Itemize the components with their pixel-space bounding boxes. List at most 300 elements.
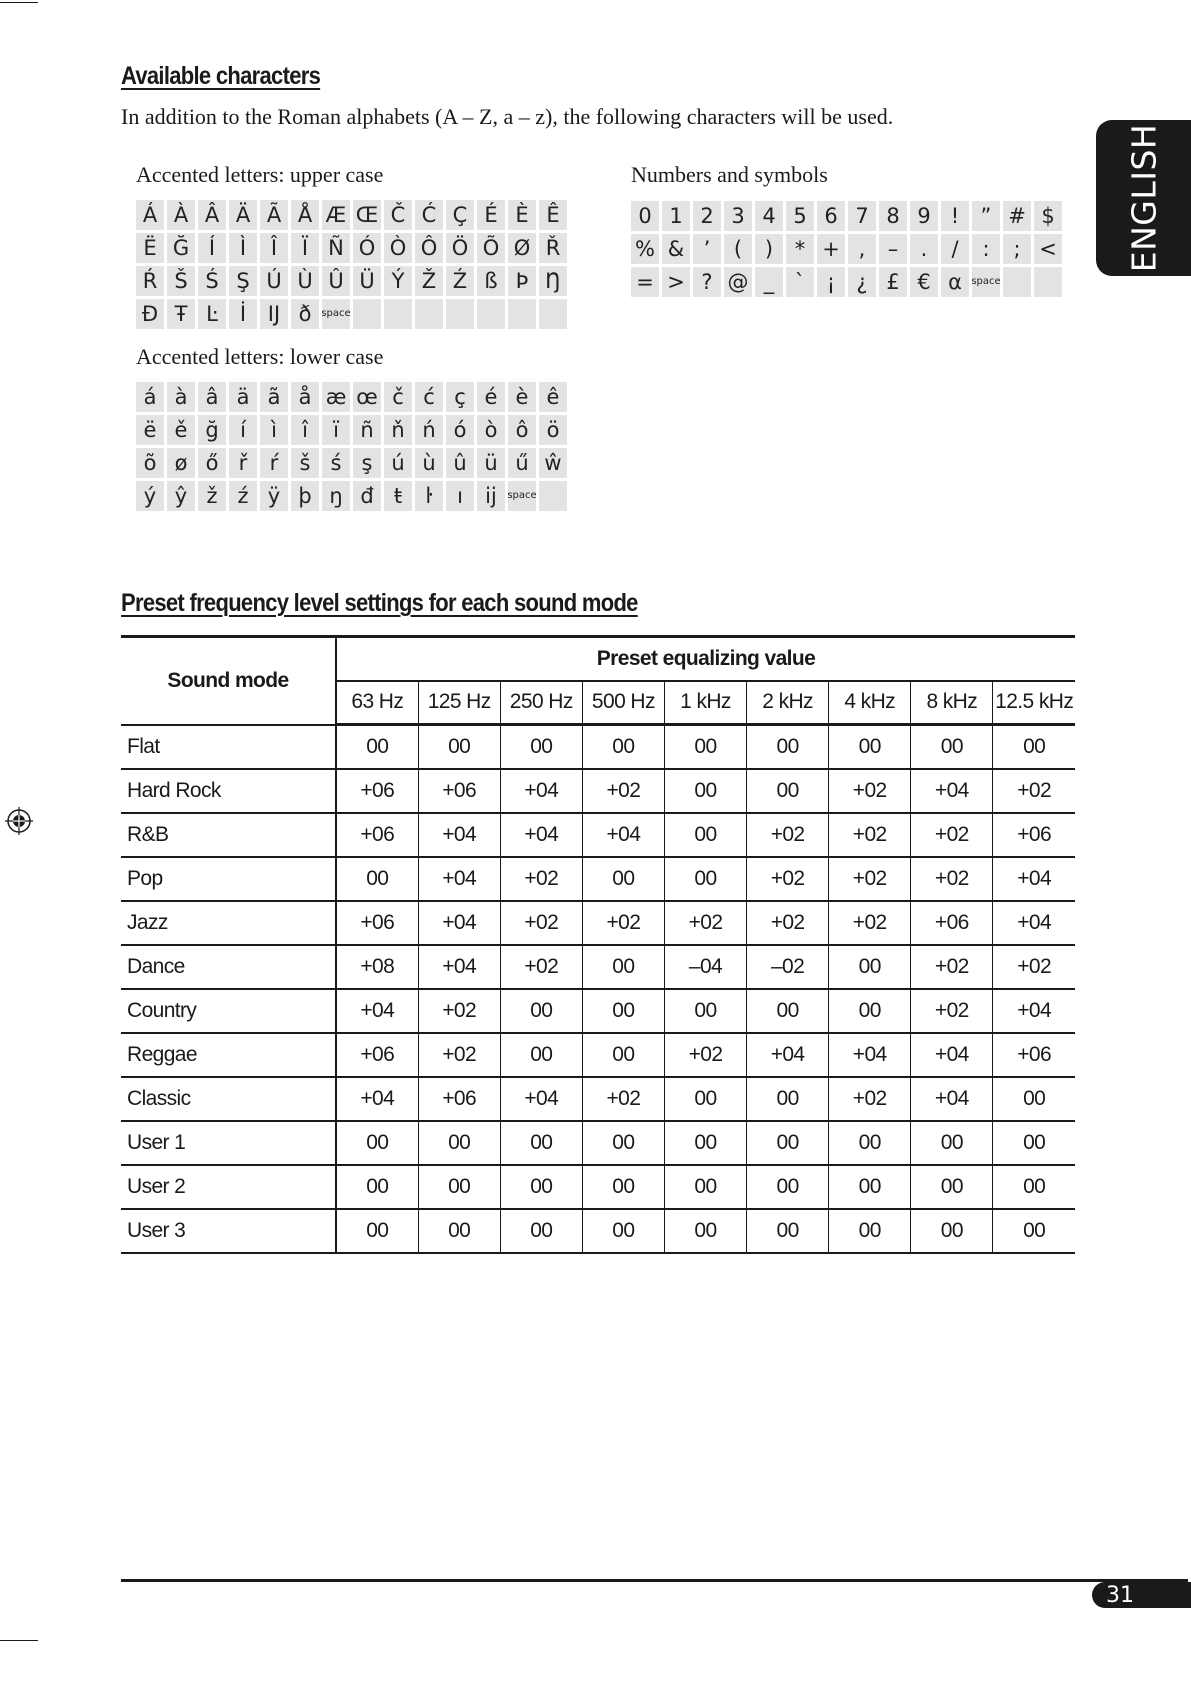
eq-value: +08 bbox=[336, 945, 418, 989]
eq-value: +02 bbox=[500, 901, 582, 945]
eq-value: –02 bbox=[747, 945, 829, 989]
upper-char-cell: Í bbox=[198, 233, 226, 263]
eq-value: 00 bbox=[582, 857, 664, 901]
sound-mode-name: R&B bbox=[121, 813, 336, 857]
table-row bbox=[121, 1209, 1075, 1253]
upper-char-cell: Û bbox=[322, 266, 350, 296]
upper-char-cell: Æ bbox=[322, 200, 350, 230]
lower-char-cell: ź bbox=[229, 481, 257, 511]
upper-char-cell: Ñ bbox=[322, 233, 350, 263]
eq-value: 00 bbox=[747, 1165, 829, 1209]
lower-char-cell bbox=[539, 481, 567, 511]
symbol-char-cell: @ bbox=[724, 267, 752, 297]
upper-char-cell: Đ bbox=[136, 299, 164, 329]
upper-char-cell: Ý bbox=[384, 266, 412, 296]
symbol-char-cell: : bbox=[972, 234, 1000, 264]
upper-char-cell: Ś bbox=[198, 266, 226, 296]
upper-char-cell: İ bbox=[229, 299, 257, 329]
lower-char-cell: õ bbox=[136, 448, 164, 478]
upper-char-cell: ß bbox=[477, 266, 505, 296]
symbol-char-cell: & bbox=[662, 234, 690, 264]
upper-char-cell: À bbox=[167, 200, 195, 230]
upper-char-cell: Ú bbox=[260, 266, 288, 296]
table-row bbox=[121, 1165, 1075, 1209]
sound-mode-name: Pop bbox=[121, 857, 336, 901]
upper-char-cell: ð bbox=[291, 299, 319, 329]
sound-mode-name: User 2 bbox=[121, 1165, 336, 1209]
upper-char-cell: Ä bbox=[229, 200, 257, 230]
symbol-char-cell: £ bbox=[879, 267, 907, 297]
upper-char-cell: Š bbox=[167, 266, 195, 296]
eq-value: +06 bbox=[336, 769, 418, 813]
lower-char-cell: ŋ bbox=[322, 481, 350, 511]
symbol-char-cell: # bbox=[1003, 201, 1031, 231]
eq-value: 00 bbox=[829, 725, 911, 769]
lower-char-cell: ő bbox=[198, 448, 226, 478]
upper-char-cell bbox=[415, 299, 443, 329]
symbol-char-cell: > bbox=[662, 267, 690, 297]
eq-value: 00 bbox=[664, 1077, 746, 1121]
language-tab bbox=[1096, 120, 1191, 276]
eq-value: +02 bbox=[911, 857, 993, 901]
upper-char-cell: Â bbox=[198, 200, 226, 230]
lower-char-cell: ê bbox=[539, 382, 567, 412]
eq-value: –04 bbox=[664, 945, 746, 989]
eq-value: 00 bbox=[993, 1209, 1075, 1253]
sound-mode-header: Sound mode bbox=[121, 637, 336, 725]
symbol-char-cell: 6 bbox=[817, 201, 845, 231]
upper-char-cell bbox=[539, 299, 567, 329]
lower-char-cell: þ bbox=[291, 481, 319, 511]
lower-char-cell: ë bbox=[136, 415, 164, 445]
eq-value: 00 bbox=[747, 1121, 829, 1165]
eq-value: 00 bbox=[747, 769, 829, 813]
eq-value: 00 bbox=[336, 857, 418, 901]
upper-char-cell: Č bbox=[384, 200, 412, 230]
symbol-char-cell: < bbox=[1034, 234, 1062, 264]
eq-value: +02 bbox=[500, 857, 582, 901]
lower-char-cell: ĳ bbox=[477, 481, 505, 511]
upper-char-cell bbox=[508, 299, 536, 329]
eq-value: +02 bbox=[747, 857, 829, 901]
symbol-char-cell: ; bbox=[1003, 234, 1031, 264]
lower-char-cell: ć bbox=[415, 382, 443, 412]
eq-value: 00 bbox=[500, 1209, 582, 1253]
eq-value: 00 bbox=[829, 1209, 911, 1253]
lower-char-cell: ï bbox=[322, 415, 350, 445]
eq-value: 00 bbox=[500, 1033, 582, 1077]
frequency-header: 8 kHz bbox=[911, 681, 993, 725]
eq-value: +04 bbox=[829, 1033, 911, 1077]
eq-value: +02 bbox=[829, 857, 911, 901]
table-row bbox=[121, 813, 1075, 857]
upper-char-cell: Þ bbox=[508, 266, 536, 296]
eq-value: 00 bbox=[664, 1121, 746, 1165]
eq-value: 00 bbox=[993, 725, 1075, 769]
upper-char-cell: Ŕ bbox=[136, 266, 164, 296]
eq-value: +06 bbox=[418, 1077, 500, 1121]
upper-char-cell: Ê bbox=[539, 200, 567, 230]
eq-value: 00 bbox=[582, 989, 664, 1033]
eq-value: +06 bbox=[993, 1033, 1075, 1077]
sound-mode-name: Country bbox=[121, 989, 336, 1033]
eq-value: 00 bbox=[582, 1121, 664, 1165]
table-row bbox=[121, 725, 1075, 769]
lower-char-cell: à bbox=[167, 382, 195, 412]
upper-case-grid bbox=[136, 200, 567, 329]
eq-value: +02 bbox=[582, 1077, 664, 1121]
upper-char-cell: Ü bbox=[353, 266, 381, 296]
symbols-grid bbox=[631, 201, 1062, 297]
eq-value: 00 bbox=[664, 769, 746, 813]
eq-value: +04 bbox=[993, 989, 1075, 1033]
symbol-char-cell: 5 bbox=[786, 201, 814, 231]
table-row bbox=[121, 769, 1075, 813]
eq-value: +02 bbox=[911, 945, 993, 989]
eq-value: +02 bbox=[993, 769, 1075, 813]
symbol-char-cell: ¡ bbox=[817, 267, 845, 297]
eq-value: +02 bbox=[829, 813, 911, 857]
eq-value: +02 bbox=[500, 945, 582, 989]
lower-char-cell: ś bbox=[322, 448, 350, 478]
eq-value: 00 bbox=[336, 1165, 418, 1209]
eq-value: +02 bbox=[829, 901, 911, 945]
eq-value: 00 bbox=[582, 945, 664, 989]
sound-mode-name: User 1 bbox=[121, 1121, 336, 1165]
table-row bbox=[121, 1121, 1075, 1165]
eq-value: 00 bbox=[582, 1033, 664, 1077]
upper-char-cell: Ŀ bbox=[198, 299, 226, 329]
lower-char-cell: ž bbox=[198, 481, 226, 511]
lower-char-cell: ú bbox=[384, 448, 412, 478]
symbol-char-cell: 0 bbox=[631, 201, 659, 231]
table-row bbox=[121, 901, 1075, 945]
eq-value: 00 bbox=[829, 945, 911, 989]
lower-char-cell: ò bbox=[477, 415, 505, 445]
lower-char-cell: ş bbox=[353, 448, 381, 478]
language-tab-label: ENGLISH bbox=[1124, 123, 1163, 273]
eq-value: +04 bbox=[418, 813, 500, 857]
upper-char-cell: Ç bbox=[446, 200, 474, 230]
symbol-char-cell: / bbox=[941, 234, 969, 264]
eq-value: 00 bbox=[747, 1209, 829, 1253]
table-row bbox=[121, 1077, 1075, 1121]
eq-value: 00 bbox=[829, 989, 911, 1033]
upper-char-cell: Î bbox=[260, 233, 288, 263]
symbols-label: Numbers and symbols bbox=[631, 162, 828, 187]
eq-value: 00 bbox=[993, 1121, 1075, 1165]
eq-value: 00 bbox=[418, 1121, 500, 1165]
lower-char-cell: è bbox=[508, 382, 536, 412]
eq-value: +06 bbox=[418, 769, 500, 813]
eq-value: +04 bbox=[500, 813, 582, 857]
symbol-char-cell: ¿ bbox=[848, 267, 876, 297]
eq-value: 00 bbox=[664, 1165, 746, 1209]
lower-char-cell: č bbox=[384, 382, 412, 412]
upper-char-cell: space bbox=[322, 299, 350, 329]
upper-char-cell: Ö bbox=[446, 233, 474, 263]
upper-char-cell: Ë bbox=[136, 233, 164, 263]
symbol-char-cell: space bbox=[972, 267, 1000, 297]
eq-value: 00 bbox=[336, 725, 418, 769]
upper-char-cell: Ó bbox=[353, 233, 381, 263]
eq-value: +04 bbox=[418, 945, 500, 989]
eq-value: 00 bbox=[500, 1165, 582, 1209]
eq-value: 00 bbox=[664, 989, 746, 1033]
table-row bbox=[121, 857, 1075, 901]
eq-value: +04 bbox=[993, 901, 1075, 945]
eq-value: 00 bbox=[747, 989, 829, 1033]
symbol-char-cell: = bbox=[631, 267, 659, 297]
eq-value: 00 bbox=[747, 1077, 829, 1121]
upper-char-cell: È bbox=[508, 200, 536, 230]
lower-char-cell: ŧ bbox=[384, 481, 412, 511]
lower-char-cell: ö bbox=[539, 415, 567, 445]
lower-char-cell: ä bbox=[229, 382, 257, 412]
eq-value: +04 bbox=[911, 769, 993, 813]
preset-equalizer-table bbox=[121, 635, 1075, 1254]
eq-value: +02 bbox=[582, 769, 664, 813]
symbol-char-cell: 3 bbox=[724, 201, 752, 231]
eq-value: +04 bbox=[500, 1077, 582, 1121]
lower-char-cell: š bbox=[291, 448, 319, 478]
upper-char-cell: Ž bbox=[415, 266, 443, 296]
symbol-char-cell: ? bbox=[693, 267, 721, 297]
registration-mark-icon bbox=[4, 806, 34, 836]
eq-value: 00 bbox=[582, 725, 664, 769]
eq-value: +02 bbox=[993, 945, 1075, 989]
eq-value: +04 bbox=[500, 769, 582, 813]
lower-char-cell: æ bbox=[322, 382, 350, 412]
lower-case-label: Accented letters: lower case bbox=[136, 344, 384, 369]
page-number: 31 bbox=[1092, 1582, 1191, 1608]
upper-case-label: Accented letters: upper case bbox=[136, 162, 384, 187]
lower-char-cell: ó bbox=[446, 415, 474, 445]
upper-char-cell: Á bbox=[136, 200, 164, 230]
lower-char-cell: ŕ bbox=[260, 448, 288, 478]
eq-value: 00 bbox=[582, 1165, 664, 1209]
eq-value: +02 bbox=[911, 813, 993, 857]
upper-char-cell: Ò bbox=[384, 233, 412, 263]
symbol-char-cell: 2 bbox=[693, 201, 721, 231]
upper-char-cell: Ŋ bbox=[539, 266, 567, 296]
eq-value: +04 bbox=[418, 901, 500, 945]
lower-char-cell: û bbox=[446, 448, 474, 478]
eq-value: 00 bbox=[418, 1165, 500, 1209]
upper-char-cell: Ź bbox=[446, 266, 474, 296]
eq-value: 00 bbox=[418, 725, 500, 769]
sound-mode-name: Dance bbox=[121, 945, 336, 989]
eq-value: +04 bbox=[911, 1033, 993, 1077]
lower-char-cell: ñ bbox=[353, 415, 381, 445]
upper-char-cell: Ć bbox=[415, 200, 443, 230]
upper-char-cell: Ï bbox=[291, 233, 319, 263]
symbol-char-cell: * bbox=[786, 234, 814, 264]
frequency-header: 2 kHz bbox=[747, 681, 829, 725]
lower-char-cell: á bbox=[136, 382, 164, 412]
lower-char-cell: â bbox=[198, 382, 226, 412]
eq-value: 00 bbox=[829, 1165, 911, 1209]
eq-value: +02 bbox=[747, 813, 829, 857]
eq-value: 00 bbox=[336, 1209, 418, 1253]
upper-char-cell: Õ bbox=[477, 233, 505, 263]
eq-value: 00 bbox=[664, 813, 746, 857]
frequency-header: 4 kHz bbox=[829, 681, 911, 725]
frequency-header: 12.5 kHz bbox=[993, 681, 1075, 725]
available-characters-intro: In addition to the Roman alphabets (A – Z, a – z), the following characters will be used. bbox=[121, 104, 894, 129]
lower-char-cell: œ bbox=[353, 382, 381, 412]
symbol-char-cell: $ bbox=[1034, 201, 1062, 231]
lower-char-cell: ű bbox=[508, 448, 536, 478]
preset-table-heading: Preset frequency level settings for each sound mode bbox=[121, 589, 638, 617]
eq-value: 00 bbox=[911, 1121, 993, 1165]
eq-value: +02 bbox=[829, 1077, 911, 1121]
upper-char-cell: Ş bbox=[229, 266, 257, 296]
eq-value: +06 bbox=[911, 901, 993, 945]
lower-char-cell: ŷ bbox=[167, 481, 195, 511]
upper-char-cell: Ã bbox=[260, 200, 288, 230]
eq-value: +04 bbox=[336, 1077, 418, 1121]
eq-value: +06 bbox=[336, 813, 418, 857]
frequency-header: 250 Hz bbox=[500, 681, 582, 725]
table-row bbox=[121, 989, 1075, 1033]
upper-char-cell: Ô bbox=[415, 233, 443, 263]
eq-value: +02 bbox=[582, 901, 664, 945]
upper-char-cell bbox=[353, 299, 381, 329]
eq-value: 00 bbox=[418, 1209, 500, 1253]
frequency-header: 500 Hz bbox=[582, 681, 664, 725]
upper-char-cell: Ĳ bbox=[260, 299, 288, 329]
upper-char-cell: Ù bbox=[291, 266, 319, 296]
lower-char-cell: ř bbox=[229, 448, 257, 478]
footer-rule bbox=[121, 1579, 1188, 1582]
sound-mode-name: User 3 bbox=[121, 1209, 336, 1253]
symbol-char-cell: ) bbox=[755, 234, 783, 264]
lower-char-cell: ÿ bbox=[260, 481, 288, 511]
upper-char-cell bbox=[384, 299, 412, 329]
eq-value: +06 bbox=[336, 901, 418, 945]
lower-char-cell: ì bbox=[260, 415, 288, 445]
eq-value: +04 bbox=[993, 857, 1075, 901]
lower-char-cell: space bbox=[508, 481, 536, 511]
sound-mode-name: Reggae bbox=[121, 1033, 336, 1077]
upper-char-cell bbox=[477, 299, 505, 329]
crop-mark-top bbox=[0, 2, 38, 3]
upper-char-cell: Œ bbox=[353, 200, 381, 230]
eq-value: 00 bbox=[993, 1077, 1075, 1121]
symbol-char-cell: 7 bbox=[848, 201, 876, 231]
table-row bbox=[121, 945, 1075, 989]
symbol-char-cell: 4 bbox=[755, 201, 783, 231]
lower-char-cell: í bbox=[229, 415, 257, 445]
eq-value: 00 bbox=[911, 725, 993, 769]
lower-char-cell: ŵ bbox=[539, 448, 567, 478]
upper-char-cell bbox=[446, 299, 474, 329]
eq-value: +04 bbox=[336, 989, 418, 1033]
lower-char-cell: đ bbox=[353, 481, 381, 511]
eq-value: 00 bbox=[582, 1209, 664, 1253]
symbol-char-cell: 9 bbox=[910, 201, 938, 231]
eq-value: +02 bbox=[418, 1033, 500, 1077]
symbol-char-cell: + bbox=[817, 234, 845, 264]
lower-char-cell: î bbox=[291, 415, 319, 445]
lower-char-cell: ŀ bbox=[415, 481, 443, 511]
upper-char-cell: Ğ bbox=[167, 233, 195, 263]
frequency-header: 125 Hz bbox=[418, 681, 500, 725]
symbol-char-cell: _ bbox=[755, 267, 783, 297]
lower-char-cell: ã bbox=[260, 382, 288, 412]
eq-value: 00 bbox=[500, 725, 582, 769]
eq-value: 00 bbox=[747, 725, 829, 769]
lower-char-cell: å bbox=[291, 382, 319, 412]
symbol-char-cell: ’ bbox=[693, 234, 721, 264]
frequency-header: 63 Hz bbox=[336, 681, 418, 725]
lower-char-cell: ń bbox=[415, 415, 443, 445]
crop-mark-bottom bbox=[0, 1640, 38, 1641]
lower-char-cell: ě bbox=[167, 415, 195, 445]
sound-mode-name: Jazz bbox=[121, 901, 336, 945]
lower-char-cell: ù bbox=[415, 448, 443, 478]
eq-value: +02 bbox=[911, 989, 993, 1033]
eq-value: +02 bbox=[829, 769, 911, 813]
eq-value: 00 bbox=[829, 1121, 911, 1165]
upper-char-cell: Å bbox=[291, 200, 319, 230]
lower-char-cell: ø bbox=[167, 448, 195, 478]
eq-value: +02 bbox=[418, 989, 500, 1033]
eq-value: 00 bbox=[664, 725, 746, 769]
symbol-char-cell: α bbox=[941, 267, 969, 297]
lower-char-cell: ı bbox=[446, 481, 474, 511]
upper-char-cell: Ì bbox=[229, 233, 257, 263]
preset-value-header: Preset equalizing value bbox=[336, 637, 1075, 681]
symbol-char-cell bbox=[1003, 267, 1031, 297]
symbol-char-cell: , bbox=[848, 234, 876, 264]
upper-char-cell: Ŧ bbox=[167, 299, 195, 329]
upper-char-cell: Ř bbox=[539, 233, 567, 263]
symbol-char-cell: 1 bbox=[662, 201, 690, 231]
eq-value: 00 bbox=[500, 989, 582, 1033]
eq-value: +04 bbox=[418, 857, 500, 901]
eq-value: +04 bbox=[582, 813, 664, 857]
table-row bbox=[121, 1033, 1075, 1077]
upper-char-cell: Ø bbox=[508, 233, 536, 263]
lower-char-cell: ü bbox=[477, 448, 505, 478]
lower-char-cell: ô bbox=[508, 415, 536, 445]
eq-value: +02 bbox=[664, 901, 746, 945]
lower-char-cell: é bbox=[477, 382, 505, 412]
symbol-char-cell bbox=[1034, 267, 1062, 297]
eq-value: 00 bbox=[664, 1209, 746, 1253]
lower-char-cell: ç bbox=[446, 382, 474, 412]
eq-value: +06 bbox=[993, 813, 1075, 857]
eq-value: +02 bbox=[747, 901, 829, 945]
lower-char-cell: ğ bbox=[198, 415, 226, 445]
lower-case-grid bbox=[136, 382, 567, 511]
symbol-char-cell: 8 bbox=[879, 201, 907, 231]
sound-mode-name: Classic bbox=[121, 1077, 336, 1121]
eq-value: 00 bbox=[336, 1121, 418, 1165]
eq-value: 00 bbox=[500, 1121, 582, 1165]
eq-value: +06 bbox=[336, 1033, 418, 1077]
available-characters-heading: Available characters bbox=[121, 62, 321, 90]
upper-char-cell: É bbox=[477, 200, 505, 230]
eq-value: 00 bbox=[911, 1209, 993, 1253]
lower-char-cell: ý bbox=[136, 481, 164, 511]
eq-value: 00 bbox=[911, 1165, 993, 1209]
symbol-char-cell: € bbox=[910, 267, 938, 297]
symbol-char-cell: ” bbox=[972, 201, 1000, 231]
symbol-char-cell: – bbox=[879, 234, 907, 264]
